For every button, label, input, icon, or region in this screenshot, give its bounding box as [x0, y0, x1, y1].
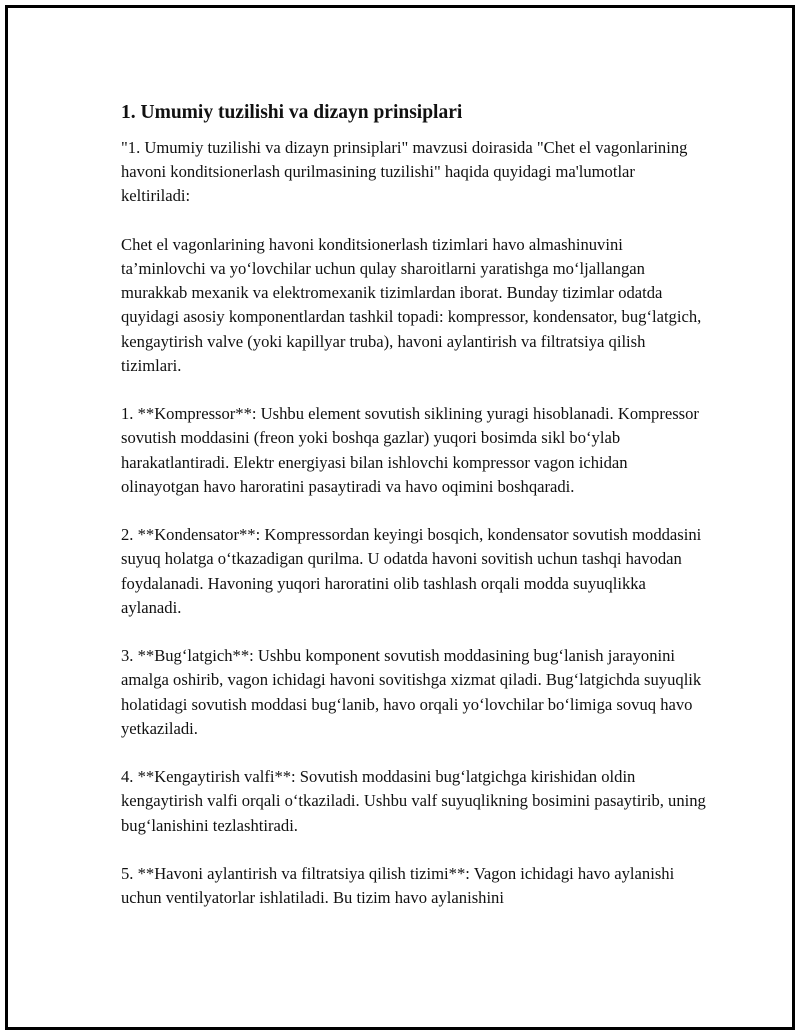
document-page — [5, 5, 795, 1030]
overview-paragraph: Chet el vagonlarining havoni konditsionerlash tizimlari havo almashinuvini ta’minlovchi va yo‘lovchilar uchun qulay sharoitlarni yaratishga mo‘ljallangan murakkab mexanik va elektromexanik tizimlardan iborat. Bunday tizimlar odatda quyidagi asosiy komponentlardan tashkil topadi: kompressor, kondensator, bug‘latgich, kengaytirish valve (yoki kapillyar truba), havoni aylantirish va filtratsiya qilish tizimlari. — [121, 234, 702, 375]
air-circulation-paragraph: 5. **Havoni aylantirish va filtratsiya qilish tizimi**: Vagon ichidagi havo aylanishi uchun ventilyatorlar ishlatiladi. Bu tizim havo aylanishini — [121, 864, 675, 908]
evaporator-paragraph: 3. **Bug‘latgich**: Ushbu komponent sovutish moddasining bug‘lanish jarayonini amalga oshirib, vagon ichidagi havoni sovitishga xizmat qiladi. Bug‘latgichda suyuqlik holatidagi sovutish moddasi bug‘lanib, havo orqali yo‘lovchilar bo‘limiga sovuq havo yetkaziladi. — [121, 646, 702, 738]
section-heading: 1. Umumiy tuzilishi va dizayn prinsiplari — [121, 102, 463, 123]
intro-paragraph: "1. Umumiy tuzilishi va dizayn prinsiplari" mavzusi doirasida "Chet el vagonlarining havoni konditsionerlash qurilmasining tuzilishi" haqida quyidagi ma'lumotlar keltiriladi: — [121, 138, 688, 206]
compressor-paragraph: 1. **Kompressor**: Ushbu element sovutish siklining yuragi hisoblanadi. Kompressor sovutish moddasini (freon yoki boshqa gazlar) yuqori bosimda sikl bo‘ylab harakatlantiradi. Elektr energiyasi bilan ishlovchi kompressor vagon ichidan olinayotgan havo haroratini pasaytiradi va havo oqimini boshqaradi. — [121, 404, 699, 496]
condenser-paragraph: 2. **Kondensator**: Kompressordan keyingi bosqich, kondensator sovutish moddasini suyuq holatga o‘tkazadigan qurilma. U odatda havoni sovitish uchun tashqi havodan foydalanadi. Havoning yuqori haroratini olib tashlash orqali modda suyuqlikka aylanadi. — [121, 525, 702, 617]
document-body — [121, 100, 706, 935]
expansion-valve-paragraph: 4. **Kengaytirish valfi**: Sovutish moddasini bug‘latgichga kirishidan oldin kengaytirish valfi orqali o‘tkaziladi. Ushbu valf suyuqlikning bosimini pasaytirib, uning bug‘lanishini tezlashtiradi. — [121, 767, 706, 835]
